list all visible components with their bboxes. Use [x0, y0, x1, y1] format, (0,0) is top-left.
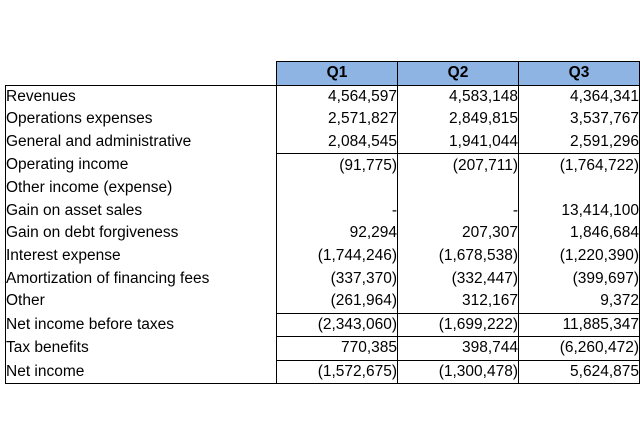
cell-q3: 2,591,296: [519, 131, 640, 154]
cell-q2: 1,941,044: [398, 131, 519, 154]
row-label: General and administrative: [6, 131, 277, 154]
header-q3: Q3: [519, 62, 640, 86]
row-general-administrative: [6, 131, 640, 154]
row-label: Tax benefits: [6, 337, 277, 361]
cell-q3: 9,372: [519, 290, 640, 313]
row-label: Other income (expense): [6, 177, 277, 200]
row-tax-benefits: [6, 337, 640, 361]
header-blank-cell: [6, 62, 277, 86]
cell-q1: 92,294: [277, 222, 398, 245]
row-label: Interest expense: [6, 245, 277, 268]
header-q1: Q1: [277, 62, 398, 86]
income-statement-table: [5, 61, 640, 384]
cell-q1: (1,572,675): [277, 360, 398, 384]
row-label: Gain on debt forgiveness: [6, 222, 277, 245]
row-label: Gain on asset sales: [6, 200, 277, 223]
cell-q1: 770,385: [277, 337, 398, 361]
row-label: Net income: [6, 360, 277, 384]
cell-q2: -: [398, 200, 519, 223]
cell-q3: (6,260,472): [519, 337, 640, 361]
cell-q1: [277, 177, 398, 200]
cell-q3: 11,885,347: [519, 313, 640, 337]
cell-q1: -: [277, 200, 398, 223]
cell-q2: 2,849,815: [398, 108, 519, 131]
cell-q3: (1,764,722): [519, 154, 640, 177]
row-interest-expense: [6, 245, 640, 268]
cell-q3: 1,846,684: [519, 222, 640, 245]
header-row: [6, 62, 640, 86]
cell-q1: (1,744,246): [277, 245, 398, 268]
row-label: Other: [6, 290, 277, 313]
cell-q1: (91,775): [277, 154, 398, 177]
cell-q2: [398, 177, 519, 200]
cell-q1: (261,964): [277, 290, 398, 313]
cell-q3: (399,697): [519, 267, 640, 290]
row-label: Revenues: [6, 85, 277, 108]
cell-q2: 207,307: [398, 222, 519, 245]
cell-q1: (337,370): [277, 267, 398, 290]
row-label: Net income before taxes: [6, 313, 277, 337]
cell-q2: (1,699,222): [398, 313, 519, 337]
cell-q2: 398,744: [398, 337, 519, 361]
cell-q2: 312,167: [398, 290, 519, 313]
cell-q1: 2,571,827: [277, 108, 398, 131]
row-other: [6, 290, 640, 313]
cell-q3: [519, 177, 640, 200]
cell-q1: 2,084,545: [277, 131, 398, 154]
row-operations-expenses: [6, 108, 640, 131]
cell-q3: 3,537,767: [519, 108, 640, 131]
cell-q2: (207,711): [398, 154, 519, 177]
row-operating-income: [6, 154, 640, 177]
cell-q3: 4,364,341: [519, 85, 640, 108]
cell-q2: (1,678,538): [398, 245, 519, 268]
row-label: Operations expenses: [6, 108, 277, 131]
cell-q3: (1,220,390): [519, 245, 640, 268]
cell-q2: (332,447): [398, 267, 519, 290]
row-gain-debt-forgiveness: [6, 222, 640, 245]
cell-q3: 13,414,100: [519, 200, 640, 223]
row-amortization-financing-fees: [6, 267, 640, 290]
header-q2: Q2: [398, 62, 519, 86]
row-revenues: [6, 85, 640, 108]
cell-q1: (2,343,060): [277, 313, 398, 337]
cell-q1: 4,564,597: [277, 85, 398, 108]
row-label: Operating income: [6, 154, 277, 177]
cell-q2: 4,583,148: [398, 85, 519, 108]
row-net-income-before-taxes: [6, 313, 640, 337]
row-label: Amortization of financing fees: [6, 267, 277, 290]
row-net-income: [6, 360, 640, 384]
row-other-income-expense: [6, 177, 640, 200]
cell-q3: 5,624,875: [519, 360, 640, 384]
cell-q2: (1,300,478): [398, 360, 519, 384]
row-gain-asset-sales: [6, 200, 640, 223]
